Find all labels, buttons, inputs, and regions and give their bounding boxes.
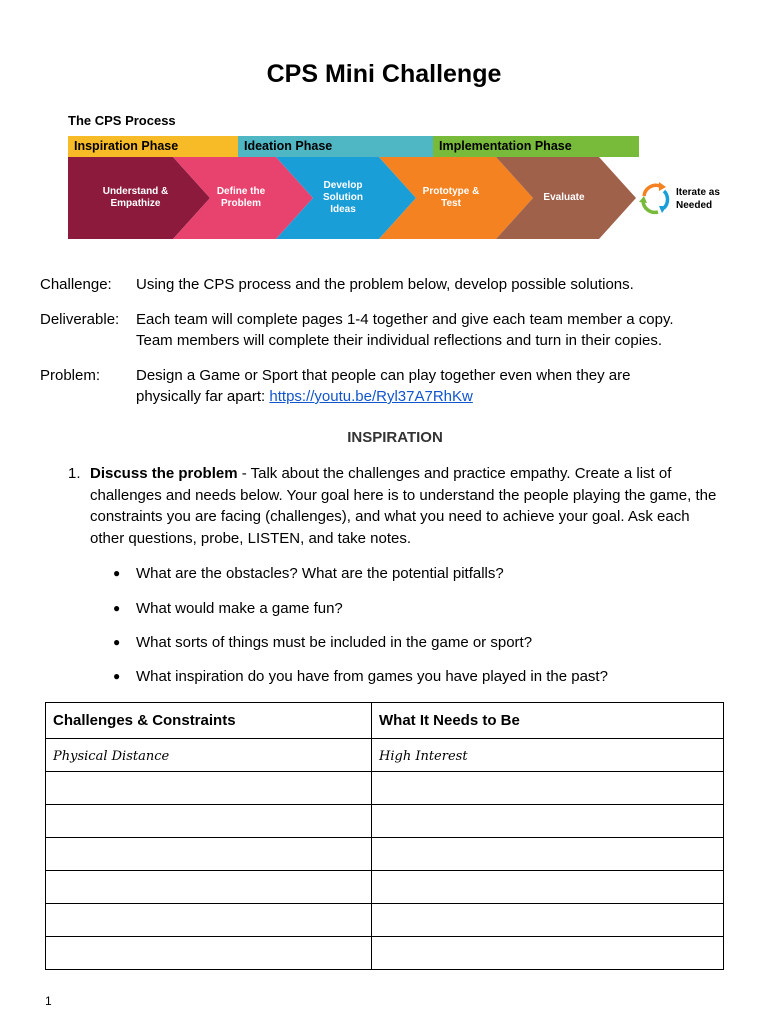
bullet-text: What sorts of things must be included in the game or sport? — [136, 634, 533, 651]
table-row — [46, 871, 724, 904]
table-cell-need[interactable] — [372, 871, 724, 904]
step-understand: Understand & Empathize — [102, 186, 169, 209]
cycle-arrows-icon — [638, 180, 672, 218]
step-evaluate: Evaluate — [543, 192, 585, 203]
table-row — [46, 937, 724, 970]
cps-process-diagram — [68, 110, 740, 245]
challenges-table — [45, 702, 724, 970]
table-header-row — [46, 703, 724, 739]
table-cell-need[interactable] — [372, 772, 724, 805]
page-number: 1 — [45, 994, 52, 1008]
phase-inspiration: Inspiration Phase — [68, 136, 238, 157]
table-row — [46, 838, 724, 871]
table-cell-constraint[interactable] — [46, 871, 372, 904]
list-number: 1. — [68, 465, 81, 482]
problem-label: Problem: — [40, 367, 101, 384]
table-cell-need[interactable] — [372, 904, 724, 937]
problem-line-1: Design a Game or Sport that people can play together even when they are — [136, 367, 631, 384]
challenge-text: Using the CPS process and the problem below, develop possible solutions. — [136, 276, 634, 293]
list-item-discuss — [68, 463, 718, 549]
table-cell-need: High Interest — [379, 748, 468, 764]
table-cell-need[interactable] — [372, 838, 724, 871]
table-cell-constraint[interactable] — [46, 805, 372, 838]
phase-ideation: Ideation Phase — [238, 136, 433, 157]
video-link[interactable]: https://youtu.be/Ryl37A7RhKw — [269, 388, 473, 405]
bullet-text: What inspiration do you have from games you have played in the past? — [136, 668, 608, 685]
table-cell-need[interactable] — [372, 805, 724, 838]
table-cell-constraint[interactable] — [46, 772, 372, 805]
deliverable-line-1: Each team will complete pages 1-4 together and give each team member a copy. — [136, 311, 674, 328]
header-challenges: Challenges & Constraints — [46, 703, 372, 739]
bullet-text: What would make a game fun? — [136, 600, 343, 617]
bullet-icon: ● — [113, 566, 121, 580]
bullet-text: What are the obstacles? What are the potential pitfalls? — [136, 565, 504, 582]
step-prototype: Prototype & Test — [422, 186, 480, 209]
table-cell-constraint[interactable] — [46, 904, 372, 937]
step-define: Define the Problem — [216, 186, 266, 209]
table-cell-constraint: Physical Distance — [53, 748, 170, 764]
table-row — [46, 805, 724, 838]
deliverable-label: Deliverable: — [40, 311, 120, 328]
phase-implementation: Implementation Phase — [433, 136, 639, 157]
header-needs: What It Needs to Be — [372, 703, 724, 739]
table-row — [46, 904, 724, 937]
table-row — [46, 739, 724, 772]
deliverable-line-2: Team members will complete their individual reflections and turn in their copies. — [136, 332, 663, 349]
table-cell-constraint[interactable] — [46, 838, 372, 871]
step-develop: Develop Solution Ideas — [323, 180, 363, 215]
discuss-text: - Talk about the challenges and practice empathy. Create a list of challenges and needs below. Your goal here is to understand the people playing the game, the constraints you are facing (challenges), and what you need to achieve your goal. Ask each other questions, probe, LISTEN, and take notes. — [90, 465, 717, 547]
section-heading: INSPIRATION — [347, 429, 443, 446]
table-cell-need[interactable] — [372, 937, 724, 970]
iterate-label: Iterate as Needed — [676, 187, 720, 211]
page-title: CPS Mini Challenge — [266, 60, 502, 88]
challenge-label: Challenge: — [40, 276, 112, 293]
cps-heading: The CPS Process — [68, 113, 176, 128]
bullet-icon: ● — [113, 601, 121, 615]
bullet-icon: ● — [113, 635, 121, 649]
discuss-bold: Discuss the problem — [90, 465, 238, 482]
table-cell-constraint[interactable] — [46, 937, 372, 970]
bullet-icon: ● — [113, 669, 121, 683]
table-row — [46, 772, 724, 805]
problem-line-2: physically far apart: — [136, 388, 266, 405]
